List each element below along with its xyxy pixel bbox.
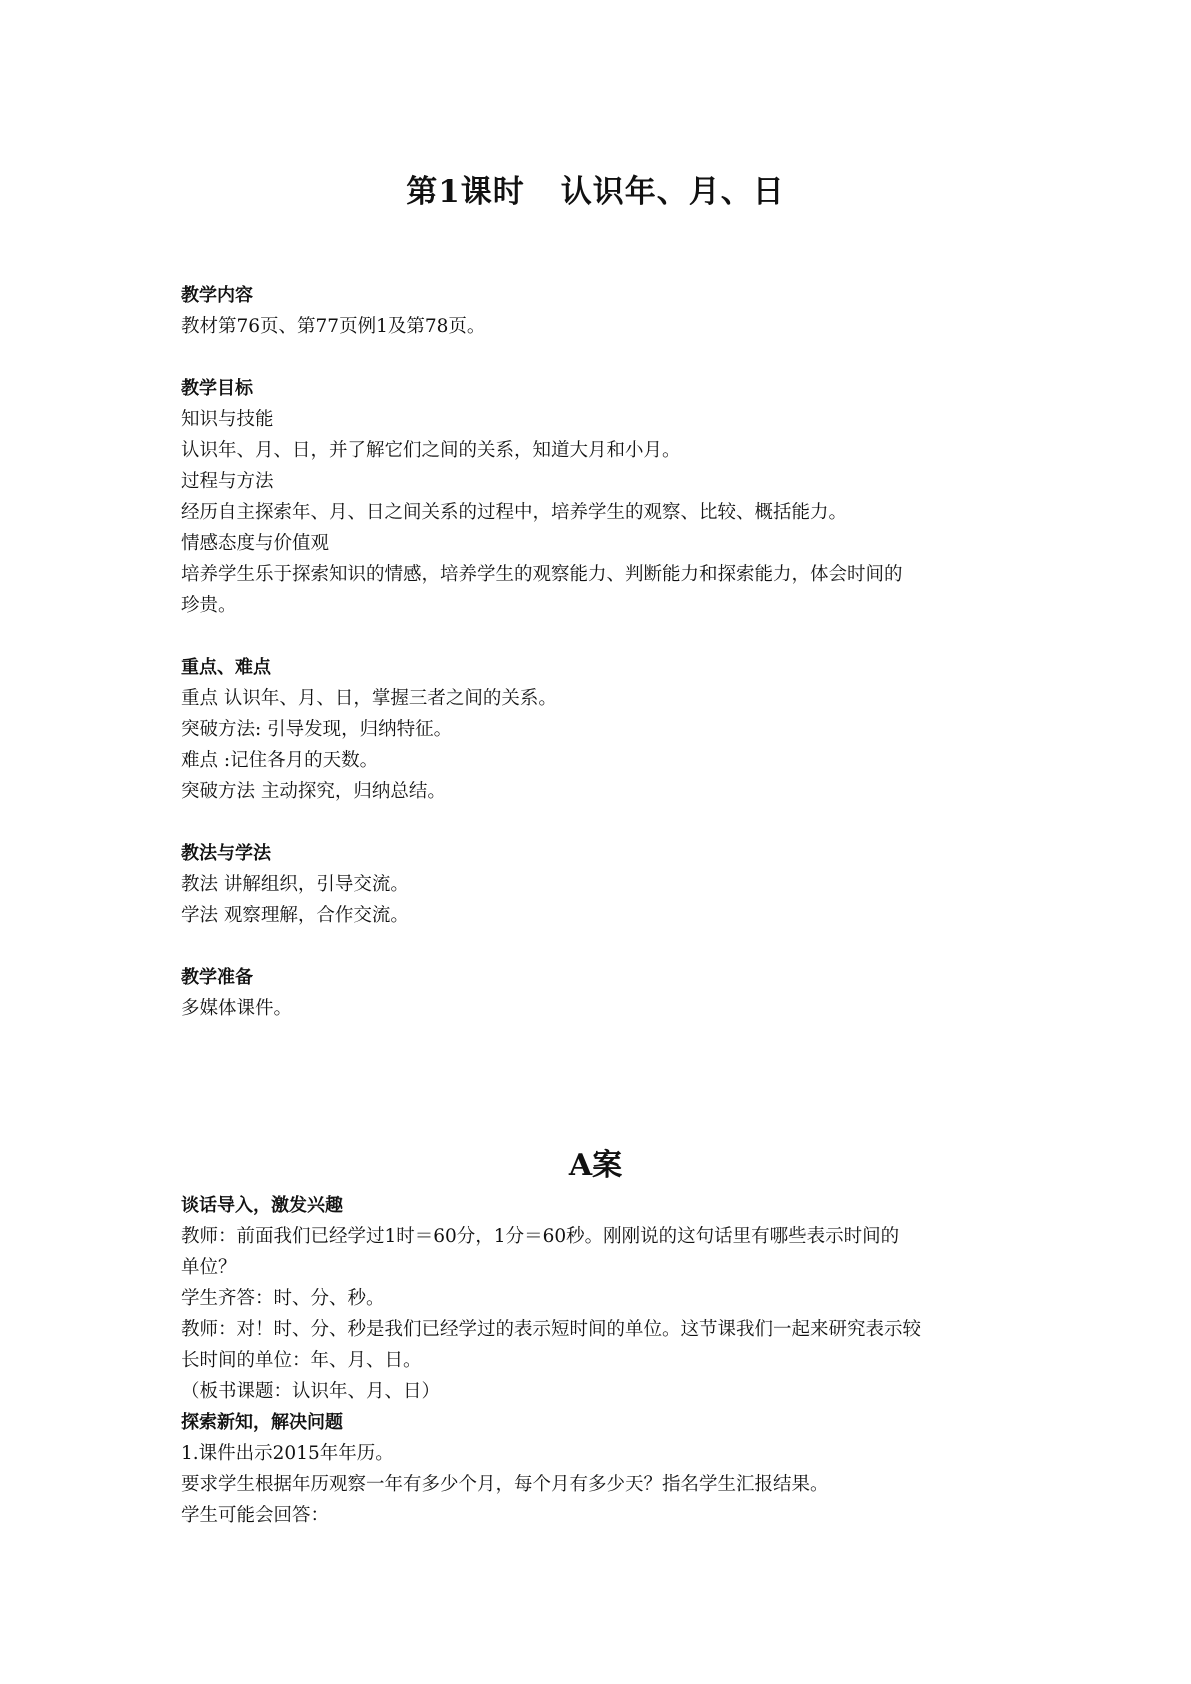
prep-text: 多媒体课件。 [181,998,293,1019]
goals-heading: 教学目标 [181,378,253,399]
key-point: 重点 认识年、月、日，掌握三者之间的关系。 [181,688,557,709]
document-title [0,166,1191,211]
goal3-label: 情感态度与价值观 [181,533,330,554]
explore-heading: 探索新知，解决问题 [181,1412,343,1433]
teacher2-line2: 长时间的单位：年、月、日。 [181,1350,422,1371]
teacher1-line2: 单位？ [181,1257,237,1278]
methods-heading: 教法与学法 [181,843,271,864]
step1-task: 要求学生根据年历观察一年有多少个月，每个月有多少天？指名学生汇报结果。 [181,1474,829,1495]
content-text: 教材第76页、第77页例1及第78页。 [181,316,486,337]
teacher2-line1: 教师：对！时、分、秒是我们已经学过的表示短时间的单位。这节课我们一起来研究表示较 [181,1319,922,1340]
learning-method: 学法 观察理解，合作交流。 [181,905,409,926]
difficulty-method: 突破方法 主动探究，归纳总结。 [181,781,446,802]
prep-heading: 教学准备 [181,967,253,988]
intro-heading: 谈话导入，激发兴趣 [181,1195,343,1216]
teaching-method: 教法 讲解组织，引导交流。 [181,874,409,895]
goal1-label: 知识与技能 [181,409,274,430]
plan-a-title: A案 [568,1148,623,1183]
content-heading: 教学内容 [181,285,253,306]
difficulty: 难点 :记住各月的天数。 [181,750,379,771]
plan-a-body [181,1190,1021,1531]
goal3-text-line2: 珍贵。 [181,595,237,616]
title-lesson: 第1课时 [406,174,525,210]
spacer [181,621,1021,652]
students-answer: 学生齐答：时、分、秒。 [181,1288,385,1309]
spacer [181,342,1021,373]
board-note: （板书课题：认识年、月、日） [181,1381,441,1402]
goal2-label: 过程与方法 [181,471,274,492]
spacer [181,807,1021,838]
teacher1-line1: 教师：前面我们已经学过1时＝60分，1分＝60秒。刚刚说的这句话里有哪些表示时间的 [181,1226,900,1247]
goal1-text: 认识年、月、日，并了解它们之间的关系，知道大月和小月。 [181,440,681,461]
step1: 1.课件出示2015年年历。 [181,1443,394,1464]
goal3-text-line1: 培养学生乐于探索知识的情感，培养学生的观察能力、判断能力和探索能力，体会时间的 [181,564,903,585]
key-heading: 重点、难点 [181,657,271,678]
goal2-text: 经历自主探索年、月、日之间关系的过程中，培养学生的观察、比较、概括能力。 [181,502,848,523]
key-method: 突破方法: 引导发现，归纳特征。 [181,719,453,740]
title-topic: 认识年、月、日 [560,174,785,210]
lesson-info [181,280,1021,1024]
step1-answer: 学生可能会回答： [181,1505,330,1526]
spacer [181,931,1021,962]
